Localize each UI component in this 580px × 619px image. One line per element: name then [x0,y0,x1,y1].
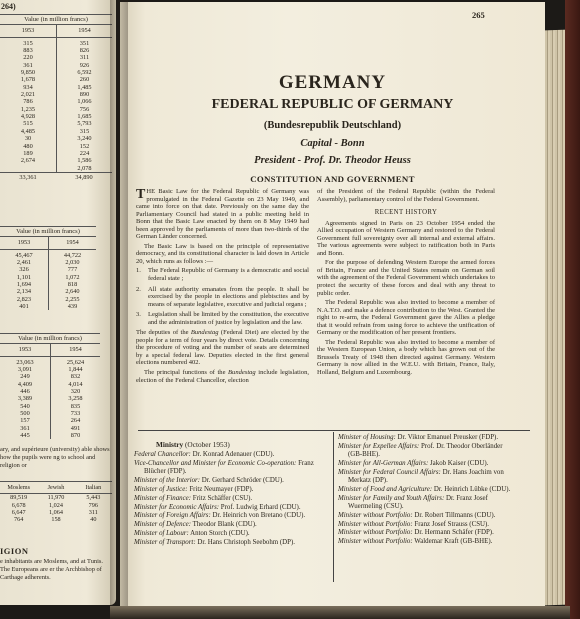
table-cell: 491 [70,424,81,432]
table-cell: 786 [23,98,33,106]
ministry-role: Minister without Portfolio: [338,511,413,519]
table-cell: 1,024 [49,501,63,509]
book-cover-edge [565,0,580,619]
table-cell: 224 [79,149,90,157]
table-cell: 1,235 [20,105,36,113]
list-item: 2. All state authority emanates from the people. It shall be exercised by the people in elections and plebiscites and by means of separate legislative, executive and judicial organs ; [136,285,309,308]
table-cell: 2,255 [65,295,80,303]
table-cell: 30 [24,135,32,143]
ministry-entry [134,460,328,476]
ministry-entry [134,451,328,459]
table-cell: 2,461 [16,259,32,267]
table-cell: 540 [20,402,30,410]
table-cell: 1,064 [49,508,63,516]
table-cell: 777 [67,266,78,274]
table-cell: 158 [51,516,61,524]
list-item: 1. The Federal Republic of Germany is a democratic and social federal state ; [136,267,309,283]
left-section-heading: IGION [0,546,29,556]
table-cell: 264 [70,417,81,425]
table-cell: 870 [70,432,81,440]
ministry-role: Minister of Housing: [338,434,396,441]
paragraph-continuation: of the President of the Federal Republic (within the Federal Assembly), parliamentary control of the Federal Government. [317,188,495,203]
table-cell: 2,134 [16,288,32,296]
paragraph-basic-law: The Basic Law is based on the principle of representative democracy, and its constitutional character is laid down in Article 20, which runs as follows :— [136,242,309,265]
native-name: (Bundesrepublik Deutschland) [263,120,402,131]
table-cell: 5,793 [77,120,92,128]
minister-name: Prof. Ludwig Erhard (CDU). [219,503,301,511]
minister-name: Fritz Schäffer (CSU). [191,494,253,502]
minister-name: Dr. Hans Joachim von Merkatz (DP). [348,468,504,484]
text-column-right [317,188,495,379]
ministry-entry [134,521,328,529]
left-religion-table: Moslems Jewish Italian 89,519 6,678 6,647 764 11,970 1,024 1,064 158 5,443 796 311 40 [0,481,112,523]
ministry-role: Minister without Portfolio: [338,538,413,546]
table-cell: 152 [79,142,90,150]
ministry-role: Federal Chancellor: [134,451,191,458]
table-cell: 220 [23,54,33,62]
table-cell: 1,586 [77,157,92,165]
ministry-entry [338,460,518,468]
table-cell: 351 [79,39,90,47]
table-cell: 157 [20,417,30,425]
left-table-3-col-1: 1953 23,063 3,091 249 4,409 446 3,389 540 500 157 361 445 [0,344,50,439]
country-title: GERMANY [278,72,387,93]
left-table-3 [0,333,100,439]
minister-name: Franz Josef Strauss (CSU). [412,520,490,528]
table-cell: 883 [23,47,33,55]
ministry-entry [134,486,328,494]
ministry-entry [134,530,328,538]
ministry-entry [338,512,518,520]
table-cell: 1,694 [16,281,32,289]
table-cell: 480 [23,142,33,150]
table-cell: 11,970 [47,494,65,502]
list-item: 3. Legislation shall be limited by the constitution, the executive and the administration of justice by legislation and the law. [136,311,309,326]
ministry-entry [338,538,518,546]
ministry-column-divider [333,432,334,582]
recent-history-paragraph: For the purpose of defending Western Europe the armed forces of Britain, France and the United States remain on German soil with the agreement of the Federal Government which undertakes to protect the security of these forces and deal with any threat to public order. [317,259,495,297]
page-edges [545,30,567,606]
ministry-entry [338,469,518,485]
paragraph-deputies: The deputies of the Bundestag (Federal Diet) are elected by the people for a term of four years by direct vote. Details concerning the procedure of voting and the number of seats are determined by a special federal law. Deputies elected in the first general elections numbered 402. [136,329,310,367]
table-cell: 835 [70,402,81,410]
table-cell: 446 [20,388,30,396]
section-heading: CONSTITUTION AND GOVERNMENT [250,174,415,184]
ministry-role: Minister for Family and Youth Affairs: [338,494,445,502]
ministry-entry [134,477,328,485]
table-cell: 189 [23,149,33,157]
minister-name: Dr. Viktor Emanuel Preusker (FDP). [395,434,499,441]
minister-name: Theodor Blank (CDU). [191,521,257,529]
table-cell: 315 [23,39,33,47]
ministry-entry [134,512,328,520]
table-cell: 826 [79,47,90,55]
ministry-role: Minister of Justice: [134,485,188,493]
recent-history-heading: RECENT HISTORY [374,209,438,217]
ministry-entry [134,495,328,503]
ministry-role: Minister for Expellee Affairs: [338,442,420,450]
article-20-list [136,267,309,326]
ministry-list-left [134,451,328,548]
ministry-entry [338,495,518,511]
section-divider [138,430,530,431]
table-cell: 796 [88,501,98,509]
table-cell: 3,389 [17,395,33,403]
book-bottom-edge [110,606,570,619]
ministry-role: Minister of Transport: [134,539,196,547]
minister-name: Dr. Gerhard Schröder (CDU). [200,476,284,484]
ministry-entry [338,434,518,442]
table-cell: 320 [70,388,81,396]
left-page [0,0,116,605]
table-cell: 4,485 [20,127,36,135]
minister-name: Dr. Robert Tillmanns (CDU). [412,511,496,519]
left-table-2 [0,226,96,310]
table-cell: 890 [79,91,90,99]
ministry-entry [338,521,518,529]
capital: Capital - Bonn [300,138,365,149]
left-table-1-col-1: 1953 315 883 220 361 9,850 1,678 934 2,021 786 1,235 4,928 515 4,485 30 480 189 2,674 [0,25,56,172]
ministry-role: Minister of Finance: [134,494,192,502]
minister-name: Dr. Konrad Adenauer (CDU). [190,451,275,458]
minister-name: Waldemar Kraft (GB-BHE). [412,538,493,546]
table-cell: 6,647 [11,508,26,516]
table-cell: 1,066 [77,98,92,106]
ministry-entry [134,504,328,512]
right-page [120,2,545,610]
ministry-role: Minister without Portfolio: [338,520,413,528]
ministry-role: Minister for All-German Affairs: [338,459,429,467]
ministry-entry [338,486,518,494]
ministry-role: Minister without Portfolio: [338,529,413,537]
table-cell: 1,685 [77,113,92,121]
official-name: FEDERAL REPUBLIC OF GERMANY [211,97,454,112]
left-fragment-2: e inhabitants are Moslems, and at Tunis. The Europeans are er the Archbishop of Carthage adherents. [0,558,103,581]
minister-name: Franz Blücher (FDP). [144,459,314,475]
minister-name: Fritz Neumayer (FDP). [187,485,254,493]
ministry-heading: Ministry (October 1953) [156,440,230,449]
left-page-number: 264) [1,2,16,11]
ministry-role: Minister for Economic Affairs: [134,503,220,511]
table-cell: 45,467 [15,251,33,259]
minister-name: Jakob Kaiser (CDU). [428,459,489,467]
table-cell: 3,091 [17,366,33,374]
ministry-role: Minister for Federal Council Affairs: [338,468,441,476]
table-cell: 89,519 [10,494,28,502]
table-cell: 818 [67,281,78,289]
left-table-2-col-1: 1953 45,467 2,461 326 1,101 1,694 2,134 2,823 401 [0,237,48,310]
table-cell: 3,258 [68,395,83,403]
table-cell: 311 [88,508,98,516]
intro-paragraph: THE Basic Law for the Federal Republic of Germany was promulgated in the Federal Gazette on 23 May 1949, and came into force on that date. Previously on the same day the Parliamentary Council had stated in a public meeting held in Bonn that the Basic Law enacted by them on 8 May 1949 had been approved by the parliaments of more than two-thirds of the German Länder concerned. [136,187,309,241]
left-table-1-totals: 33,361 34,890 [0,172,112,181]
table-cell: 40 [90,516,97,524]
table-cell: 1,101 [16,273,32,281]
left-table-1-header: Value (in million francs) [0,14,112,25]
text-column-left [136,188,309,386]
left-table-2-header: Value (in million francs) [0,226,96,237]
table-cell: 2,823 [16,295,32,303]
table-cell: 3,240 [77,135,92,143]
table-cell: 2,640 [65,288,80,296]
ministry-role: Minister of Foreign Affairs: [134,512,211,520]
table-cell: 445 [20,432,30,440]
table-cell: 934 [23,83,33,91]
table-cell: 1,072 [65,273,80,281]
table-cell: 23,063 [16,358,34,366]
minister-name: Prof. Dr. Theodor Oberländer (GB-BHE). [348,442,503,458]
left-table-1 [0,14,112,181]
ministry-entry [338,529,518,537]
table-cell: 326 [19,266,29,274]
left-table-1-col-2: 1954 351 826 311 926 6,592 260 1,485 890 1,066 756 1,685 5,793 315 3,240 152 224 1,586 2,078 [56,25,112,172]
table-cell: 832 [70,373,81,381]
table-cell: 44,722 [63,251,82,259]
table-cell: 9,850 [20,69,36,77]
president: President - Prof. Dr. Theodor Heuss [254,155,411,166]
table-cell: 6,678 [11,501,26,509]
table-cell: 515 [23,120,33,128]
table-cell: 1,485 [77,83,92,91]
table-cell: 401 [19,303,29,311]
ministry-role: Minister of Defence: [134,521,192,529]
table-cell: 764 [14,516,24,524]
minister-name: Anton Storch (CDU). [188,530,250,538]
recent-history-paragraph: The Federal Republic was also invited to become a member of the Western European Union, a body which has grown out of the Brussels Treaty of 1948 then directed against Germany. Western Germany is now allied in the W.E.U. with Britain, France, Italy, Holland, Belgium and Luxembourg. [317,338,495,377]
ministry-entry [338,443,518,459]
minister-name: Dr. Hans Christoph Seebohm (DP). [195,539,295,547]
left-table-3-col-2: 1954 25,624 1,844 832 4,014 320 3,258 835 733 264 491 870 [50,344,100,439]
table-cell: 4,928 [20,113,36,121]
table-cell: 361 [23,61,33,69]
left-table-3-header: Value (in million francs) [0,333,100,344]
table-cell: 2,030 [65,259,80,267]
minister-name: Dr. Heinrich Lübke (CDU). [432,485,511,493]
table-cell: 2,021 [20,91,36,99]
table-cell: 361 [20,424,30,432]
table-cell: 756 [79,105,90,113]
table-cell: 5,443 [86,494,101,502]
ministry-role: Vice-Chancellor and Minister for Economic Co-operation: [134,459,297,467]
table-cell: 1,844 [68,366,83,374]
ministry-list-right [338,434,518,547]
table-cell: 926 [79,61,90,69]
minister-name: Dr. Franz Josef Wuermeling (CSU). [348,494,488,510]
table-cell: 733 [70,410,81,418]
left-fragment-1: ary, and supérieure (university) able shows how the pupils were ng to school and religion or [0,446,110,469]
table-cell: 25,624 [66,358,85,366]
paragraph-functions: The principal functions of the Bundestag include legislation, election of the Federal Chancellor, election [136,369,309,384]
recent-history-paragraph: Agreements signed in Paris on 23 October 1954 ended the Allied occupation of Western Germany and restored to the Federal Government full sovereignty over all internal and external affairs. The various agreements were subject to ratification both in Paris and Bonn. [317,219,495,257]
minister-name: Dr. Hermann Schäfer (FDP). [412,529,494,537]
table-cell: 500 [20,410,30,418]
book-gutter [110,0,128,610]
table-cell: 4,014 [68,380,83,388]
minister-name: Dr. Heinrich von Bretano (CDU). [210,512,306,520]
table-cell: 311 [79,54,90,62]
table-cell: 315 [79,127,90,135]
table-cell: 6,592 [77,69,92,77]
left-table-2-col-2: 1954 44,722 2,030 777 1,072 818 2,640 2,255 439 [48,237,96,310]
table-cell: 260 [79,76,90,84]
ministry-entry [134,539,328,547]
ministry-role: Minister of Labour: [134,530,189,538]
ministry-role: Minister of Food and Agriculture: [338,485,433,493]
drop-cap: T [136,187,146,202]
right-page-number: 265 [472,10,485,20]
ministry-role: Minister of the Interior: [134,476,201,484]
table-cell: 439 [67,303,78,311]
table-cell: 2,078 [77,164,92,172]
table-cell: 4,409 [17,380,33,388]
recent-history-paragraph: The Federal Republic was also invited to become a member of N.A.T.O. and make a defence contribution to the West. Granted the right to re-arm, the Federal Government gave the Allies a pledge that it would refrain from using force to achieve the unification of Germany or the modification of her present frontiers. [317,299,495,337]
table-cell: 2,674 [20,157,36,165]
table-cell: 1,678 [20,76,36,84]
table-cell: 249 [20,373,30,381]
